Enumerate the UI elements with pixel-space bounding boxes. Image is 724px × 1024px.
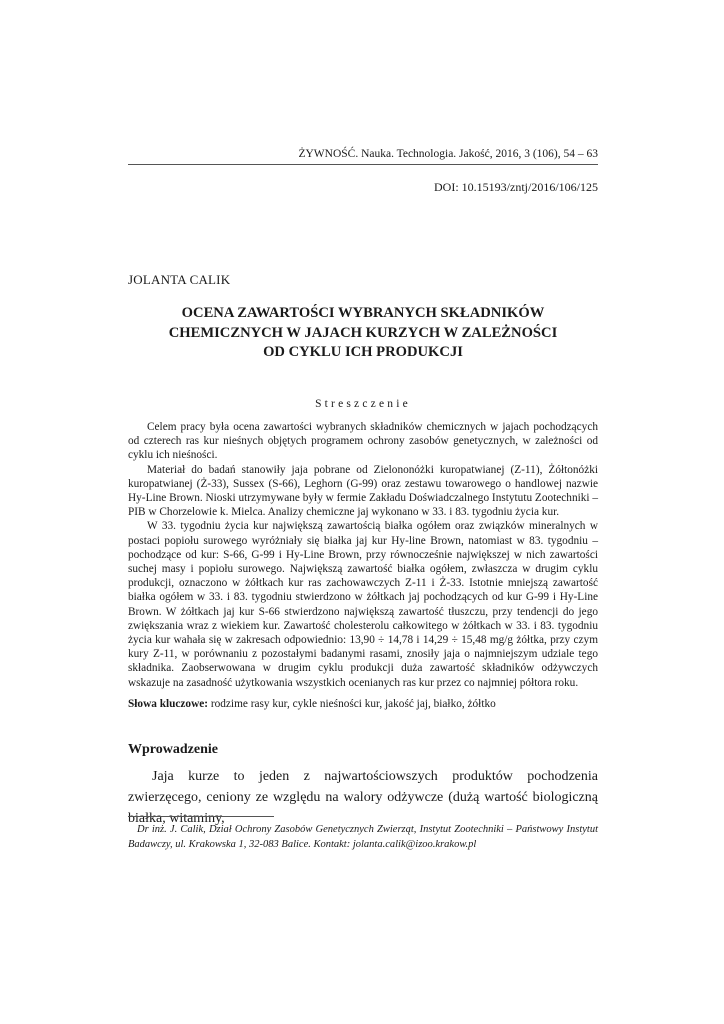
footnote — [128, 822, 598, 852]
abstract-paragraph: Celem pracy była ocena zawartości wybranych składników chemicznych w jajach pochodzących od czterech ras kur nieśnych objętych programem ochrony zasobów genetycznych, w zależności od cyklu ich nieśności. — [128, 421, 598, 462]
journal-citation: ŻYWNOŚĆ. Nauka. Technologia. Jakość, 2016, 3 (106), 54 – 63 — [298, 148, 598, 160]
header-rule — [128, 164, 598, 165]
author-name: JOLANTA CALIK — [128, 272, 231, 287]
keywords — [128, 698, 598, 710]
keywords-label: Słowa kluczowe: — [128, 698, 209, 710]
title-line: OCENA ZAWARTOŚCI WYBRANYCH SKŁADNIKÓW — [181, 305, 545, 321]
intro-paragraph: Jaja kurze to jeden z najwartościowszych produktów pochodzenia zwierzęcego, ceniony ze względu na walory odżywcze (dużą wartość biologiczną białka, witaminy, — [128, 769, 598, 826]
doi: DOI: 10.15193/zntj/2016/106/125 — [434, 180, 598, 194]
article-title — [128, 304, 598, 363]
keywords-list: rodzime rasy kur, cykle nieśności kur, jakość jaj, białko, żółtko — [208, 698, 496, 710]
section-heading: Wprowadzenie — [128, 742, 218, 757]
title-line: OD CYKLU ICH PRODUKCJI — [263, 344, 463, 360]
intro-body — [128, 766, 598, 829]
abstract-heading: Streszczenie — [315, 398, 411, 410]
abstract-paragraph: W 33. tygodniu życia kur największą zawartością białka ogółem oraz związków mineralnych w postaci popiołu surowego wyróżniały się białka jaj kur Hy-line Brown, natomiast w 83. tygodniu – pochodzące od kur: S-66, G-99 i Hy-Line Brown, przy równocześnie największej w nich zawartości suchej masy i popiołu surowego. Największą zawartość białka ogółem, zwłaszcza w drugim cyklu produkcji, oznaczono w żółtkach kur ras zachowawczych Z-11 i Ż-33. Istotnie mniejszą zawartość białka ogółem w 33. i 83. tygodniu stwierdzono w żółtkach jaj pochodzących od kur G-99 i Hy-Line Brown. W żółtkach jaj kur S-66 stwierdzono największą zawartość tłuszczu, przy tendencji do jego zwiększania wraz z wiekiem kur. Zawartość cholesterolu całkowitego w żółtkach w 33. i 83. tygodniu życia kur wahała się w zakresach odpowiednio: 13,90 ÷ 14,78 i 14,29 ÷ 15,48 mg/g żółtka, przy czym kury Z-11, w porównaniu z pozostałymi badanymi rasami, znosiły jaja o najmniejszym udziale tego składnika. Zaobserwowana w drugim cyklu produkcji duża zawartość składników odżywczych wskazuje na zasadność użytkowania wszystkich ocenianych ras kur przez co najmniej półtora roku. — [128, 520, 598, 689]
abstract-paragraph: Materiał do badań stanowiły jaja pobrane od Zielononóżki kuropatwianej (Z-11), Żółtonóżki kuropatwianej (Ż-33), Sussex (S-66), Leghorn (G-99) oraz zestawu towarowego o handlowej nazwie Hy-Line Brown. Nioski utrzymywane były w fermie Zakładu Doświadczalnego Instytutu Zootechniki – PIB w Chorzelowie k. Mielca. Analizy chemiczne jaj wykonano w 33. i 83. tygodniu życia kur. — [128, 463, 598, 519]
title-line: CHEMICZNYCH W JAJACH KURZYCH W ZALEŻNOŚCI — [168, 324, 558, 341]
abstract-body — [128, 420, 598, 690]
footnote-rule — [128, 816, 274, 817]
footnote-text: Dr inż. J. Calik, Dział Ochrony Zasobów Genetycznych Zwierząt, Instytut Zootechniki – Państwowy Instytut Badawczy, ul. Krakowska 1, 32-083 Balice. Kontakt: jolanta.calik@izoo.krakow.pl — [128, 824, 598, 850]
